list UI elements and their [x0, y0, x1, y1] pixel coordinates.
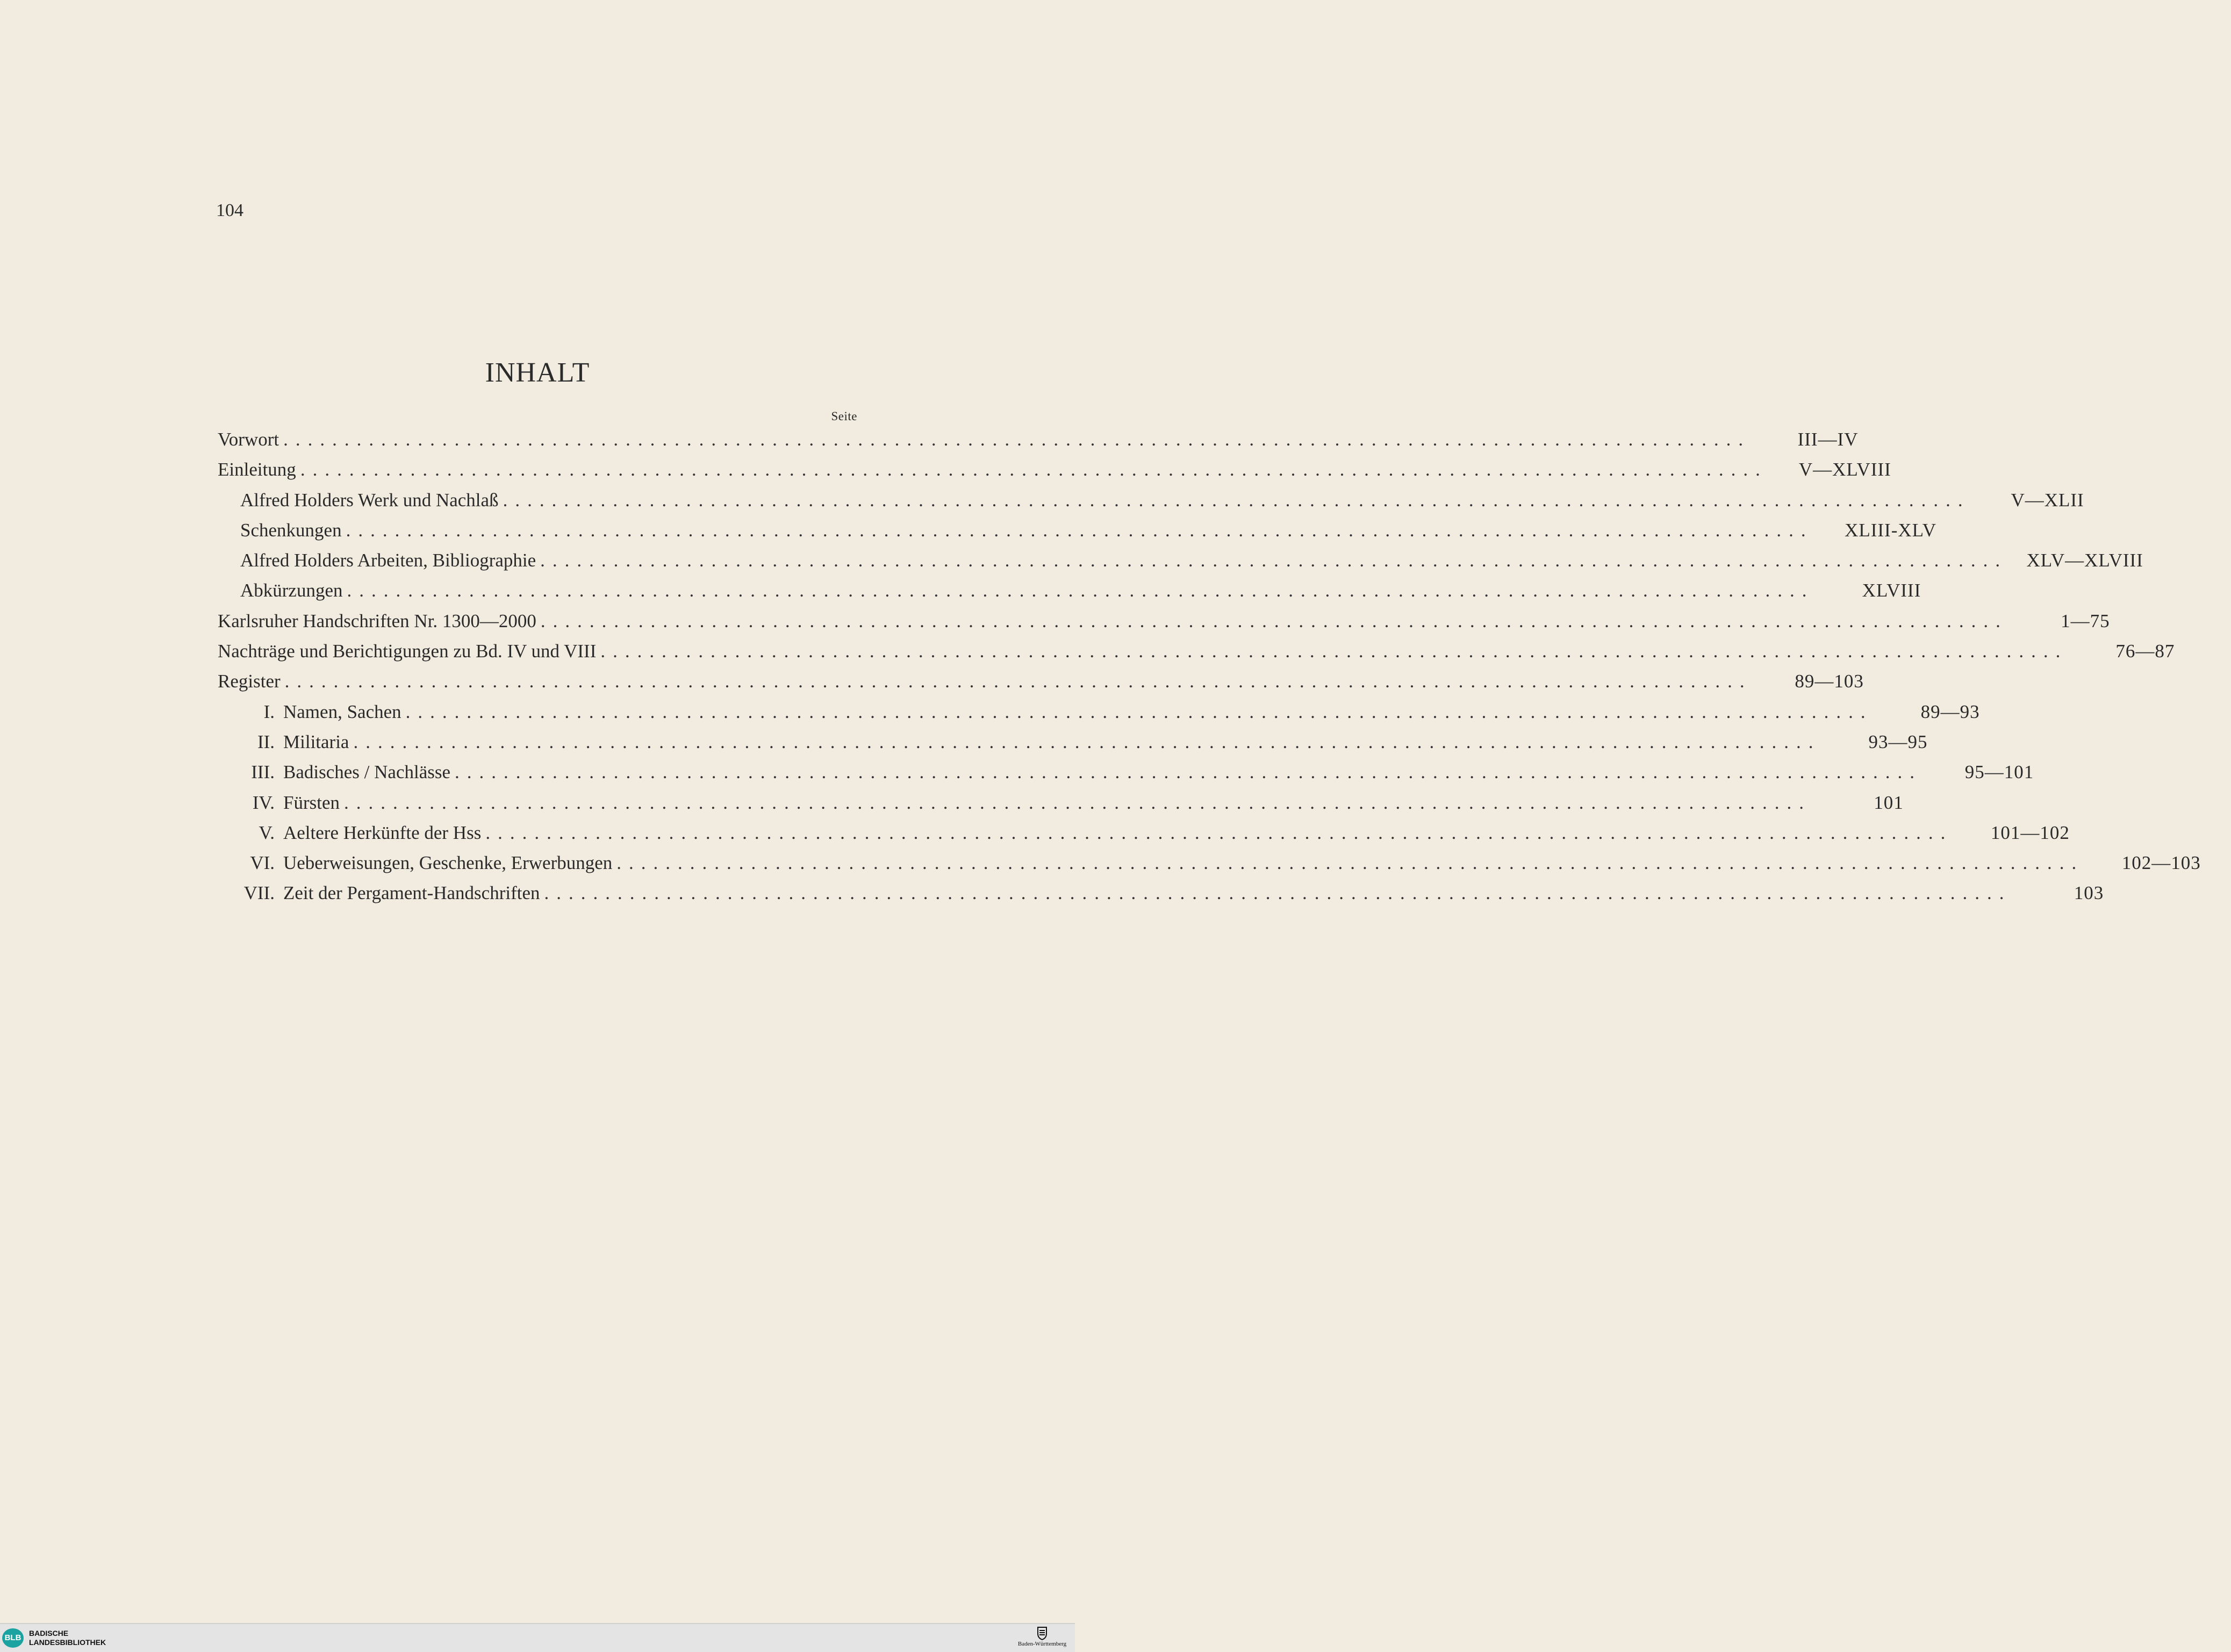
- toc-entry-label: [218, 515, 342, 545]
- toc-entry-text: Register: [218, 671, 281, 692]
- toc-entry-pages: XLV—XLVIII: [2026, 550, 2143, 571]
- toc-entry-label: [218, 666, 281, 696]
- page-number: 104: [216, 200, 243, 220]
- toc-entry-number: V.: [259, 822, 275, 843]
- toc-entry-label: [218, 545, 536, 576]
- toc-entry-label: [218, 818, 481, 848]
- toc-entry-text: Zeit der Pergament-Handschriften: [283, 882, 540, 904]
- toc-entry-pages: 95—101: [1964, 762, 2034, 783]
- toc-entry-pages: 89—103: [1795, 671, 1864, 692]
- leader-dots: ........................................................................................................................: [353, 731, 1821, 752]
- leader-dots: ........................................................................................................................: [540, 550, 2008, 571]
- toc-entry-label: [218, 697, 401, 727]
- toc-entry-number: IV.: [252, 792, 275, 813]
- toc-entry-number: I.: [263, 701, 275, 722]
- toc-entry-text: Vorwort: [218, 429, 279, 450]
- toc-entry-text: Karlsruher Handschriften Nr. 1300—2000: [218, 610, 536, 631]
- toc-entry-text: Abkürzungen: [240, 580, 343, 601]
- toc-entry: [218, 727, 1928, 757]
- page-column-header: Seite: [831, 410, 857, 423]
- toc-entry: [218, 606, 2110, 636]
- leader-dots: ........................................................................................................................: [347, 580, 1814, 601]
- toc-entry: [218, 455, 1891, 485]
- toc-entry-label: [218, 455, 296, 485]
- leader-dots: ........................................................................................................................: [405, 701, 1873, 722]
- toc-entry-pages: 76—87: [2115, 641, 2175, 662]
- toc-entry-text: Aeltere Herkünfte der Hss: [283, 822, 482, 843]
- toc-entry-label: [218, 727, 349, 757]
- leader-dots: ........................................................................................................................: [540, 610, 2008, 631]
- toc-entry-label: [218, 606, 536, 636]
- library-name-line1: BADISCHE: [29, 1629, 69, 1637]
- library-name: [29, 1629, 106, 1647]
- toc-entry-pages: V—XLII: [2011, 489, 2084, 511]
- toc-entry-text: Alfred Holders Werk und Nachlaß: [240, 489, 499, 511]
- toc-entry-label: [218, 878, 540, 908]
- toc-entry-label: [218, 485, 499, 515]
- toc-entry-pages: 93—95: [1868, 731, 1928, 752]
- footer-bar: [0, 1623, 1075, 1652]
- leader-dots: ........................................................................................................................: [616, 852, 2084, 874]
- leader-dots: ........................................................................................................................: [485, 822, 1953, 843]
- toc-entry: [218, 848, 2201, 878]
- leader-dots: ........................................................................................................................: [283, 429, 1751, 450]
- toc-entry: [218, 818, 2070, 848]
- state-emblem-icon: [1036, 1626, 1048, 1640]
- toc-entry: [218, 757, 2034, 787]
- library-name-line2: LANDESBIBLIOTHEK: [29, 1638, 106, 1647]
- toc-entry: [218, 545, 2143, 576]
- toc-entry-pages: 1—75: [2061, 610, 2110, 631]
- toc-entry-label: [218, 757, 450, 787]
- toc-entry-pages: V—XLVIII: [1798, 459, 1891, 480]
- toc-entry-number: VII.: [243, 882, 275, 904]
- toc-entry-number: III.: [251, 762, 275, 783]
- toc-entry: [218, 788, 1904, 818]
- leader-dots: ........................................................................................................................: [455, 762, 1922, 783]
- toc-entry-pages: 89—93: [1920, 701, 1980, 722]
- leader-dots: ........................................................................................................................: [284, 671, 1752, 692]
- toc-entry-label: [218, 788, 340, 818]
- toc-entry-text: Schenkungen: [240, 519, 342, 541]
- toc-entry: [218, 425, 1859, 455]
- toc-entry-text: Militaria: [283, 731, 349, 752]
- leader-dots: ........................................................................................................................: [544, 882, 2012, 904]
- leader-dots: ........................................................................................................................: [300, 459, 1768, 480]
- baden-wuerttemberg-logo: [1013, 1626, 1072, 1648]
- toc-entry-label: [218, 848, 612, 878]
- toc-entry-pages: XLVIII: [1862, 580, 1921, 601]
- toc-entry-label: [218, 636, 596, 666]
- toc-entry-pages: 102—103: [2121, 852, 2201, 874]
- leader-dots: ........................................................................................................................: [600, 641, 2068, 662]
- leader-dots: ........................................................................................................................: [503, 489, 1970, 511]
- state-name: Baden-Württemberg: [1017, 1641, 1067, 1647]
- toc-entry-pages: XLIII-XLV: [1845, 519, 1937, 541]
- toc-entry-label: [218, 425, 279, 455]
- toc-entry-text: Alfred Holders Arbeiten, Bibliographie: [240, 550, 536, 571]
- toc-entry-text: Badisches / Nachlässe: [283, 762, 451, 783]
- toc-entry: [218, 666, 1864, 696]
- toc-entry-text: Nachträge und Berichtigungen zu Bd. IV und VIII: [218, 641, 597, 662]
- leader-dots: ........................................................................................................................: [346, 519, 1813, 541]
- toc-entry-number: II.: [257, 731, 275, 752]
- toc-entry: [218, 576, 1921, 606]
- toc-entry-number: VI.: [250, 852, 275, 874]
- page-title: INHALT: [485, 357, 590, 388]
- toc-entry-pages: 103: [2074, 882, 2104, 904]
- toc-rows: [218, 425, 2201, 909]
- toc-entry-text: Fürsten: [283, 792, 340, 813]
- toc-entry-label: [218, 576, 343, 606]
- toc-entry: [218, 515, 1937, 545]
- table-of-contents: [218, 408, 2201, 909]
- toc-entry: [218, 878, 2104, 908]
- toc-entry-text: Einleitung: [218, 459, 296, 480]
- leader-dots: ........................................................................................................................: [344, 792, 1811, 813]
- toc-entry-pages: 101—102: [1990, 822, 2070, 843]
- toc-entry-pages: 101: [1874, 792, 1904, 813]
- toc-entry: [218, 636, 2175, 666]
- blb-logo-icon: BLB: [2, 1628, 24, 1648]
- toc-entry-text: Namen, Sachen: [283, 701, 401, 722]
- toc-entry: [218, 697, 1980, 727]
- toc-entry-pages: III—IV: [1797, 429, 1859, 450]
- toc-entry: [218, 485, 2084, 515]
- toc-entry-text: Ueberweisungen, Geschenke, Erwerbungen: [283, 852, 613, 874]
